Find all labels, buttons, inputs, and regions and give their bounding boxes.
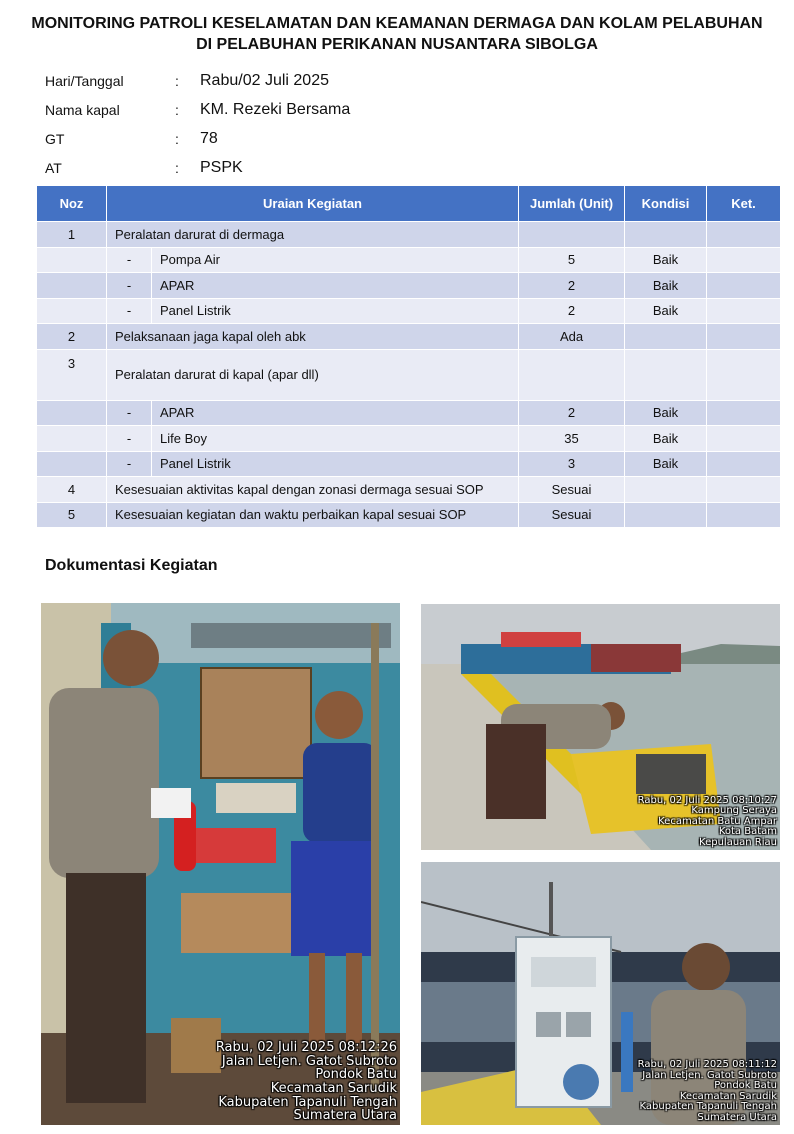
cell-ket [707, 298, 781, 324]
title-line-1: MONITORING PATROLI KESELAMATAN DAN KEAMANAN DERMAGA DAN KOLAM PELABUHAN [31, 15, 763, 32]
vessel-info [45, 66, 350, 182]
cell-uraian: Kesesuaian kegiatan dan waktu perbaikan kapal sesuai SOP [107, 502, 519, 528]
photo-inspection-in-cabin [41, 603, 400, 1125]
stamp-line: Kabupaten Tapanuli Tengah [218, 1094, 397, 1110]
cell-no [37, 451, 107, 477]
cell-no: 4 [37, 477, 107, 503]
stamp-line: Rabu, 02 Juli 2025 08:11:12 [637, 1059, 777, 1070]
stamp-line: Kecamatan Sarudik [679, 1090, 777, 1102]
info-colon: : [175, 130, 179, 147]
cell-no: 5 [37, 502, 107, 528]
cell-kondisi [625, 502, 707, 528]
info-label: GT [45, 130, 65, 147]
cell-uraian: Kesesuaian aktivitas kapal dengan zonasi dermaga sesuai SOP [107, 477, 519, 503]
cell-ket [707, 451, 781, 477]
info-label: Nama kapal [45, 101, 120, 118]
cell-jumlah: Sesuai [519, 502, 625, 528]
stamp-line: Rabu, 02 Juli 2025 08:10:27 [637, 794, 777, 806]
document-title [0, 13, 794, 55]
cell-dash: - [107, 400, 152, 426]
cell-uraian: Panel Listrik [152, 298, 519, 324]
cell-uraian: Pompa Air [152, 247, 519, 273]
cell-kondisi: Baik [625, 426, 707, 452]
cell-kondisi [625, 324, 707, 350]
cell-dash: - [107, 247, 152, 273]
cell-ket [707, 400, 781, 426]
cell-jumlah: Sesuai [519, 477, 625, 503]
cell-ket [707, 324, 781, 350]
info-row-ship-name [45, 95, 350, 124]
table-row [37, 247, 781, 273]
stamp-line: Rabu, 02 Juli 2025 08:12:26 [215, 1040, 397, 1056]
cell-uraian: APAR [152, 400, 519, 426]
header-ket: Ket. [707, 186, 781, 222]
photo-stamp [638, 796, 777, 849]
cell-ket [707, 426, 781, 452]
cell-kondisi [625, 349, 707, 400]
info-label: AT [45, 159, 62, 176]
title-line-2: DI PELABUHAN PERIKANAN NUSANTARA SIBOLGA [196, 36, 598, 53]
cell-kondisi [625, 222, 707, 248]
table-row [37, 298, 781, 324]
info-colon: : [175, 101, 179, 118]
stamp-line: Kabupaten Tapanuli Tengah [639, 1101, 777, 1112]
photo-electric-panel [421, 862, 780, 1125]
stamp-line: Kepulauan Riau [699, 836, 777, 848]
cell-uraian: Life Boy [152, 426, 519, 452]
cell-no [37, 247, 107, 273]
cell-ket [707, 222, 781, 248]
header-kondisi: Kondisi [625, 186, 707, 222]
cell-uraian: Pelaksanaan jaga kapal oleh abk [107, 324, 519, 350]
documentation-heading: Dokumentasi Kegiatan [45, 557, 218, 574]
info-row-date [45, 66, 350, 95]
table-row [37, 426, 781, 452]
cell-no: 1 [37, 222, 107, 248]
stamp-line: Jalan Letjen. Gatot Subroto [221, 1053, 397, 1069]
cell-kondisi: Baik [625, 273, 707, 299]
cell-ket [707, 349, 781, 400]
cell-kondisi: Baik [625, 298, 707, 324]
info-colon: : [175, 72, 179, 89]
stamp-line: Pondok Batu [315, 1067, 397, 1083]
cell-jumlah [519, 222, 625, 248]
cell-dash: - [107, 426, 152, 452]
stamp-line: Sumatera Utara [697, 1111, 777, 1123]
info-value: KM. Rezeki Bersama [200, 100, 351, 118]
table-row [37, 502, 781, 528]
info-value: PSPK [200, 158, 243, 176]
activity-table [36, 185, 781, 528]
cell-dash: - [107, 298, 152, 324]
stamp-line: Kecamatan Batu Ampar [658, 815, 777, 827]
stamp-line: Sumatera Utara [293, 1108, 397, 1124]
cell-jumlah: 5 [519, 247, 625, 273]
cell-no [37, 273, 107, 299]
cell-uraian: Peralatan darurat di kapal (apar dll) [107, 349, 519, 400]
table-row [37, 400, 781, 426]
stamp-line: Kota Batam [718, 826, 777, 837]
cell-no [37, 298, 107, 324]
cell-dash: - [107, 273, 152, 299]
cell-uraian: Peralatan darurat di dermaga [107, 222, 519, 248]
cell-kondisi: Baik [625, 247, 707, 273]
table-row [37, 222, 781, 248]
header-jumlah: Jumlah (Unit) [519, 186, 625, 222]
info-colon: : [175, 159, 179, 176]
cell-no [37, 400, 107, 426]
table-row [37, 273, 781, 299]
table-row [37, 324, 781, 350]
info-value: Rabu/02 Juli 2025 [200, 71, 329, 89]
cell-ket [707, 273, 781, 299]
cell-jumlah: 2 [519, 400, 625, 426]
stamp-line: Kecamatan Sarudik [270, 1081, 397, 1097]
cell-jumlah: 2 [519, 273, 625, 299]
cell-ket [707, 247, 781, 273]
cell-no [37, 426, 107, 452]
cell-uraian: Panel Listrik [152, 451, 519, 477]
cell-jumlah: 3 [519, 451, 625, 477]
table-row [37, 451, 781, 477]
table-row [37, 349, 781, 400]
header-uraian: Uraian Kegiatan [107, 186, 519, 222]
info-value: 78 [200, 129, 218, 147]
cell-kondisi: Baik [625, 451, 707, 477]
cell-ket [707, 502, 781, 528]
cell-jumlah [519, 349, 625, 400]
cell-jumlah: 35 [519, 426, 625, 452]
cell-jumlah: 2 [519, 298, 625, 324]
cell-jumlah: Ada [519, 324, 625, 350]
cell-kondisi: Baik [625, 400, 707, 426]
cell-kondisi [625, 477, 707, 503]
stamp-line: Kampung Seraya [691, 805, 777, 816]
info-label: Hari/Tanggal [45, 72, 124, 89]
stamp-line: Pondok Batu [714, 1080, 777, 1091]
info-row-at [45, 153, 350, 182]
cell-uraian: APAR [152, 273, 519, 299]
table-row [37, 477, 781, 503]
cell-ket [707, 477, 781, 503]
table-header [37, 186, 781, 222]
cell-no: 2 [37, 324, 107, 350]
info-row-gt [45, 124, 350, 153]
cell-dash: - [107, 451, 152, 477]
cell-no: 3 [37, 349, 107, 400]
photo-inspection-on-dock [421, 604, 780, 850]
photo-stamp [638, 1060, 777, 1123]
stamp-line: Jalan Letjen. Gatot Subroto [642, 1069, 777, 1081]
header-no: Noz [37, 186, 107, 222]
photo-stamp [216, 1041, 397, 1123]
